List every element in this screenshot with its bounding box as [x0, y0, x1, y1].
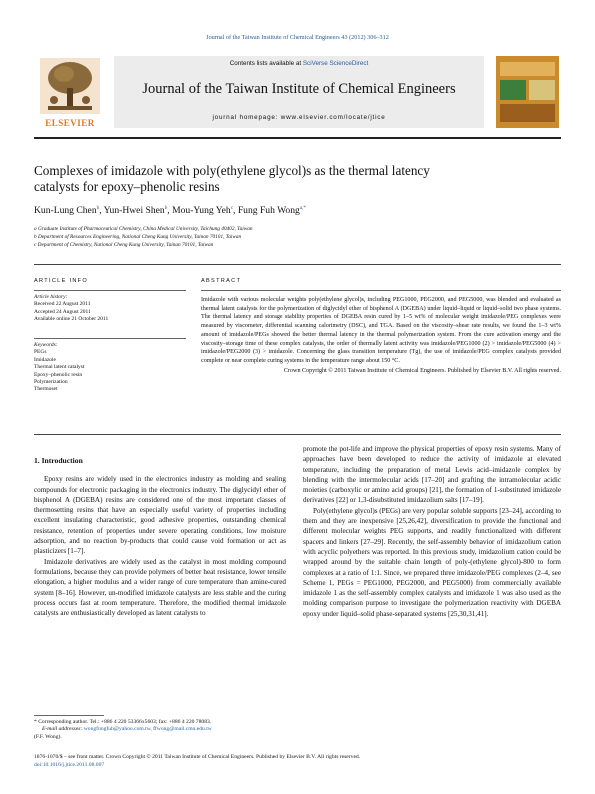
abstract-bottom-divider: [34, 434, 561, 435]
intro-left-column: [34, 456, 286, 618]
keyword: Polymerization: [34, 379, 68, 386]
issn-copyright: 1876-1070/$ – see front matter. Crown Copyright © 2011 Taiwan Institute of Chemical Engineers. Published by Elsevier B.V. All rights reserved.: [34, 754, 361, 760]
journal-title: Journal of the Taiwan Institute of Chemical Engineers: [142, 81, 456, 97]
doi-link[interactable]: doi:10.1016/j.jtice.2011.08.007: [34, 761, 105, 768]
article-history: [34, 294, 186, 324]
affiliation: c Department of Chemistry, National Cheng Kung University, Tainan 70101, Taiwan: [34, 242, 214, 249]
intro-right-column: [303, 444, 561, 619]
journal-homepage: [114, 114, 484, 121]
abstract-rule: [201, 290, 561, 291]
history-date: Accepted 24 August 2011: [34, 308, 91, 315]
intro-paragraph: Poly(ethylene glycol)s (PEGs) are very popular soluble supports [23–24], according to them and they are inexpensive [25,26,42], diversification to provide the functional and different molecular weights PEG supports, and readily functionalized with different spacers and linkers [27–29]. Recently, the self-assembly behavior of imidazolium cation with acyclic polyethers was reported. In this previous study, imidazolium cation could be wrapped around by the suitable chain length of poly-(ethylene glycol)-800 to form complexes at a ratio of 1:1. Since, we prepared three imidazole/PEG complexes (2–4, see Scheme 1, PEGs = PEG1000, PEG2000, and PEG5000) from commercially available imidazole 1 as the self-assembly complex catalysts and imidazole 1 was also used as the molding comparison purpose to investigate the polymerization reactivity with DGEBA epoxy under liquid–solid phase-separated systems [25,30,31,41].: [303, 506, 561, 618]
elsevier-tree-icon: [34, 56, 106, 116]
article-info-heading: ARTICLE INFO: [34, 278, 89, 284]
paper-title: [34, 163, 534, 195]
history-date: Received 22 August 2011: [34, 301, 91, 308]
keywords-rule: [34, 338, 186, 339]
footnote-email-links[interactable]: wongfungfuh@yahoo.com.tw, ffwong@mail.cmu.edu.tw: [83, 726, 212, 733]
keyword: PEGs: [34, 349, 47, 356]
contents-prefix: Contents lists available at: [229, 60, 303, 67]
keyword: Imidazole: [34, 356, 56, 363]
keyword: Thermal latent catalyst: [34, 364, 85, 371]
intro-paragraph: Imidazole derivatives are widely used as the catalyst in most molding compound formulations, because they can provide polymers of better heat resistance, lower tensile elongation, a higher modulus and a wider range of cure temperature than amine-cured system [8–16]. However, un-modified imidazole catalysts are less stable and the curing process occurs fast at room temperature. Therefore, the modified thermal imidazole catalysts are enthusiastically developed as latent catalysts to: [34, 557, 286, 618]
affiliations: [34, 225, 554, 250]
cover-image-icon: [496, 56, 559, 128]
author-affil-mark[interactable]: c: [230, 205, 234, 211]
front-matter: [34, 754, 561, 769]
author-name: Fung Fuh Wong: [237, 205, 300, 217]
keywords: [34, 342, 186, 394]
journal-reference[interactable]: Journal of the Taiwan Institute of Chemical Engineers 43 (2012) 306–312: [206, 34, 389, 41]
abstract-body: [201, 296, 561, 375]
history-date: Available online 21 October 2011: [34, 316, 109, 323]
author-affil-mark[interactable]: b: [96, 205, 100, 211]
intro-paragraph: promote the pot-life and improve the physical properties of epoxy resin systems. Many of approaches have been developed to reduce the activity of imidazole at elevated temperature, including the preparation of metal Lewis acid–imidazole complex by blending with the intermolecular acids [17–20] and grafting the intramolecular acidic moieties (carboxylic or amino acid groups) [21], the formation of 1-substituted imidazole derivatives [22] or 1,3-disubstituted imidazolium salts [17–19].: [303, 445, 561, 505]
article-info-rule: [34, 290, 186, 291]
paper-title-line-2: catalysts for epoxy–phenolic resins: [34, 179, 220, 194]
sciencedirect-link[interactable]: SciVerse ScienceDirect: [302, 60, 369, 67]
journal-masthead: [34, 56, 561, 134]
history-label: Article history:: [34, 294, 68, 300]
author-name: Kun-Lung Chen: [34, 205, 97, 217]
footnote-rule: [34, 715, 104, 716]
keyword: Epoxy–phenolic resin: [34, 371, 83, 378]
header-divider: [34, 264, 561, 265]
paper-title-line-1: Complexes of imidazole with poly(ethylene glycol)s as the thermal latency: [34, 163, 430, 178]
footnote-contact: * Corresponding author. Tel.: +886 4 220 53366x5603; fax: +886 4 220 78083.: [34, 719, 212, 725]
author-affil-mark[interactable]: b: [164, 205, 168, 211]
author-list: Kun-Lung Chen$^b$, Yun-Hwei Shen$^b$, Mou-Yung Yeh$^c$, Fung Fuh Wong$^{a,*}$: [34, 205, 307, 217]
journal-cover-thumbnail[interactable]: [496, 56, 559, 128]
corresponding-author-footnote: [34, 719, 286, 741]
publisher-name: ELSEVIER: [45, 118, 95, 128]
abstract-heading: ABSTRACT: [201, 278, 242, 284]
affiliation: a Graduate Institute of Pharmaceutical Chemistry, China Medical University, Taichung 40402, Taiwan: [34, 226, 253, 232]
footnote-email-label: E-mail addresses:: [42, 726, 84, 733]
keywords-label: Keywords:: [34, 342, 58, 348]
author-name: Mou-Yung Yeh: [172, 205, 231, 217]
author-affil-mark[interactable]: a,*: [299, 205, 307, 211]
masthead-divider: [34, 137, 561, 139]
abstract-copyright: Crown Copyright © 2011 Taiwan Institute of Chemical Engineers. Published by Elsevier B.V. All rights reserved.: [283, 367, 561, 374]
abstract-text: Imidazole with various molecular weights poly(ethylene glycol)s, including PEG1000, PEG2000, and PEG5000, was blended and evaluated as thermal latent catalysts for the polymerization of diglycidyl ether of bisphenol A (DGEBA) under liquid–liquid or liquid–solid two phase systems. The thermal latency and storage stability properties of DGEBA resin cured by 1–5 wt% of molecular weight imidazole/PEG complexes were measured by viscometer, differential scanning calorimetry (DSC), and TGA. Based on the viscosity–shear rate results, we found the 1–3 wt% amount of imidazole/PEGs showed the better thermal latency in the thermal polymerization system. From the cure activation energy and the viscosity–storage time of these complex catalysts, the order of thermally latent activity was imidazole/PEG1000 (2) > imidazole/PEG5000 (4) > imidazole/PEG2000 (3) > imidazole. Concerning the glass transition temperature (Tg), the use of imidazole/PEG complex catalysts provided complete or near complete curing systems in the temperature range about 150 °C.: [201, 297, 561, 364]
intro-paragraph: Epoxy resins are widely used in the electronics industry as molding and sealing compounds for electronic packaging in the electronics industry. The diglycidyl ether of bisphenol A (DGEBA) resins are considered one of the most important classes of thermosetting resins that have an especially useful variety of properties including excellent insulating characteristic, good adhesive properties, outstanding chemical resistance, retention of properties under severe operating conditions, low moisture adsorption, and no reaction by-products that could cause void formation or act as plasticizers [1–7].: [34, 475, 286, 556]
homepage-prefix: journal homepage:: [212, 114, 281, 121]
footnote-initials: (F.F. Wong).: [34, 733, 62, 740]
keyword: Thermoset: [34, 386, 58, 393]
affiliation: b Department of Resources Engineering, National Cheng Kung University, Tainan 70101, Taiwan: [34, 234, 242, 241]
homepage-link[interactable]: www.elsevier.com/locate/jtice: [280, 114, 386, 121]
masthead-banner: [114, 56, 484, 128]
author-name: Yun-Hwei Shen: [103, 205, 165, 217]
intro-heading: 1. Introduction: [34, 456, 83, 465]
contents-line: [114, 60, 484, 67]
